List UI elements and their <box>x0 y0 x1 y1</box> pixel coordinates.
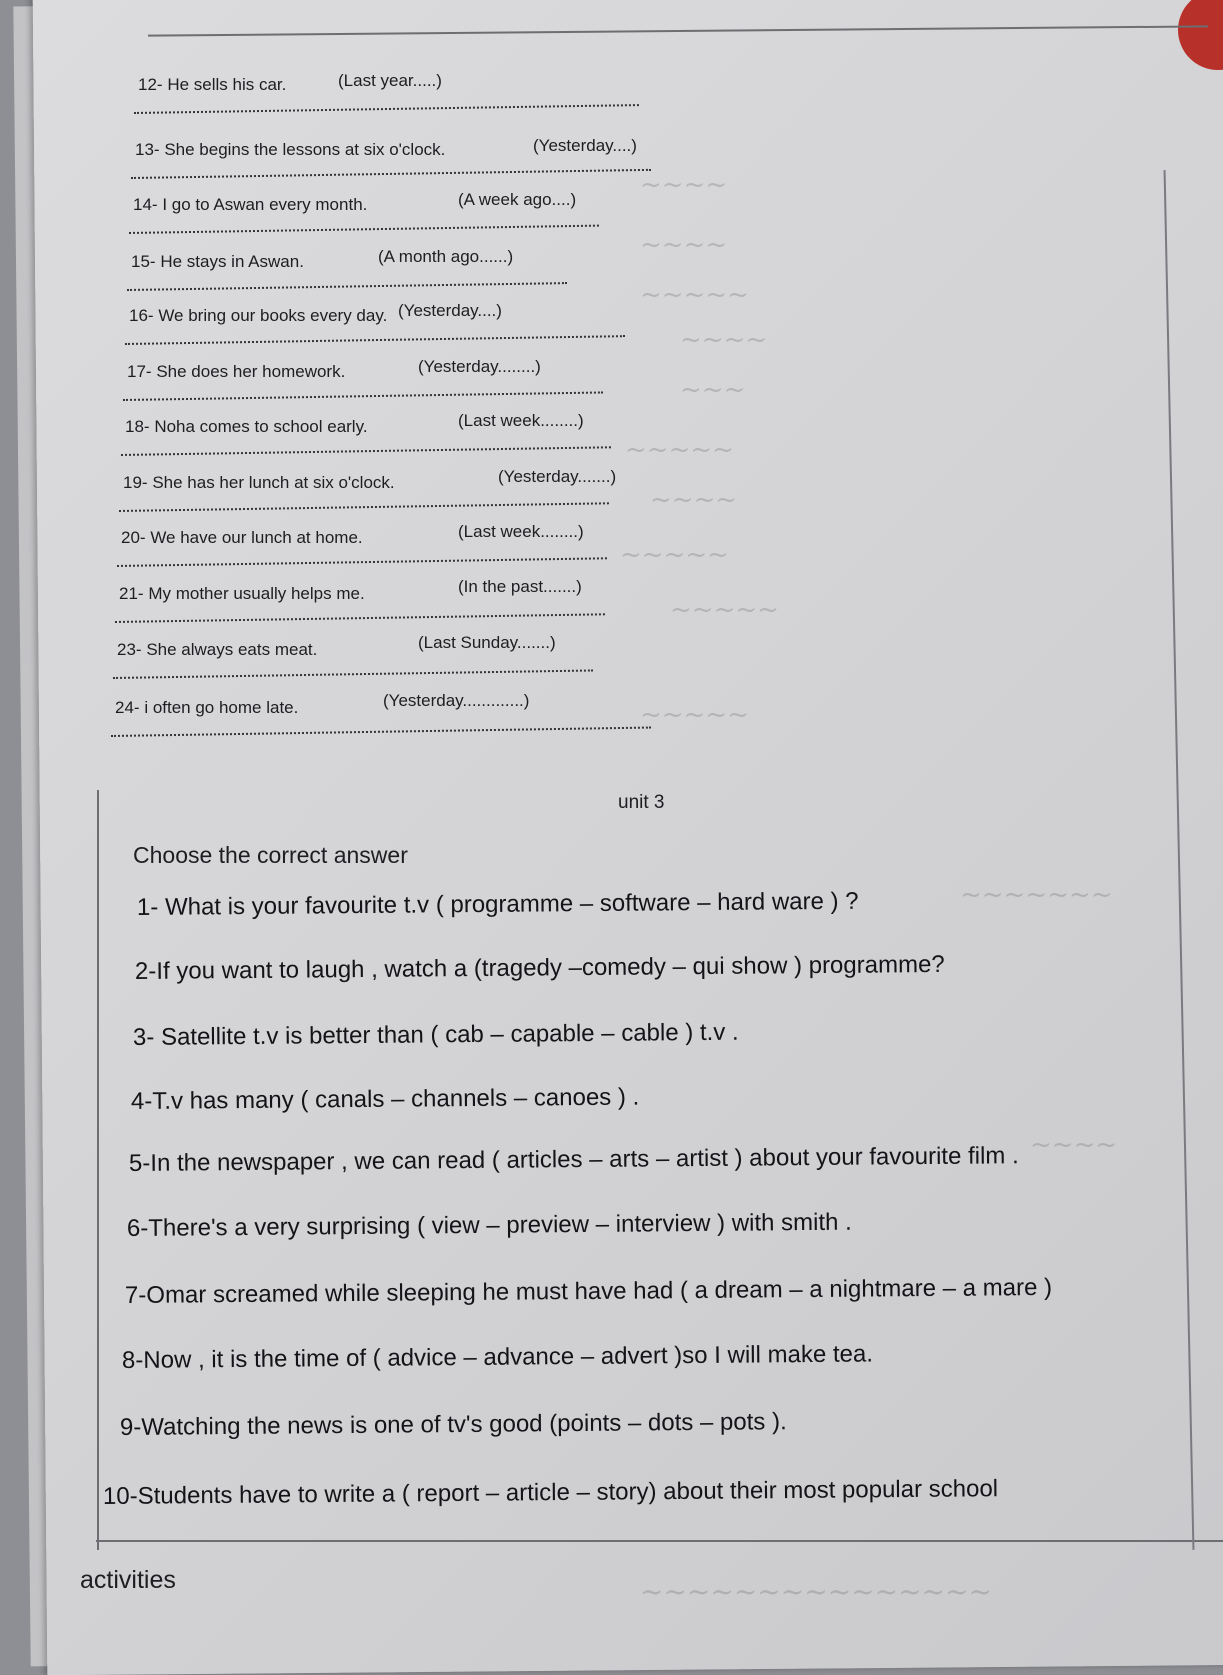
exercise-hint: (Last week........) <box>458 411 584 431</box>
exercise-sentence: My mother usually helps me. <box>148 584 365 603</box>
exercise-sentence: I go to Aswan every month. <box>162 195 368 214</box>
bleed-through-handwriting: ~~~~~ <box>625 435 734 465</box>
exercise-number: 23- <box>117 640 142 659</box>
exercise-hint: (Last Sunday.......) <box>418 633 556 652</box>
exercise-hint: (A week ago....) <box>458 190 577 210</box>
exercise-item <box>121 521 584 548</box>
bleed-through-handwriting: ~~~~ <box>640 230 728 260</box>
bleed-through-handwriting: ~~~~~ <box>620 540 729 570</box>
exercise-item <box>138 71 442 95</box>
exercise-item <box>131 247 514 272</box>
exercise-number: 24- <box>115 698 140 717</box>
exercise-sentence: She always eats meat. <box>146 640 318 659</box>
exercise-hint: (Yesterday.............) <box>383 690 530 710</box>
instruction-text: Choose the correct answer <box>133 842 408 868</box>
exercise-number: 16- <box>129 306 154 325</box>
bleed-through-handwriting: ~~~~~ <box>640 700 749 730</box>
bleed-through-handwriting: ~~~~ <box>650 485 738 515</box>
exercise-sentence: Noha comes to school early. <box>154 417 368 436</box>
exercise-item <box>127 356 541 382</box>
exercise-number: 13- <box>135 140 160 159</box>
bleed-through-handwriting: ~~~~ <box>680 325 768 355</box>
exercise-item <box>135 135 637 160</box>
exercise-sentence: She has her lunch at six o'clock. <box>152 473 395 492</box>
exercise-item <box>123 466 617 493</box>
unit-heading: unit 3 <box>618 792 665 813</box>
exercise-number: 19- <box>123 473 148 492</box>
exercise-sentence: We bring our books every day. <box>158 306 388 325</box>
bleed-through-handwriting: ~~~~ <box>1030 1130 1118 1160</box>
exercise-sentence: He sells his car. <box>167 75 287 94</box>
exercise-hint: (Last week........) <box>458 521 584 541</box>
bleed-through-handwriting: ~~~~ <box>640 170 728 200</box>
bleed-through-handwriting: ~~~~~ <box>670 595 779 625</box>
exercise-number: 15- <box>131 252 156 271</box>
exercise-item <box>117 633 556 660</box>
exercise-item <box>133 190 577 215</box>
frame-bottom-border <box>96 1540 1223 1542</box>
exercise-sentence: She begins the lessons at six o'clock. <box>164 140 446 159</box>
question-item: 4-T.v has many ( canals – channels – canoes ) . <box>130 1083 640 1115</box>
exercise-hint: (Yesterday....) <box>533 135 637 155</box>
exercise-hint: (Yesterday.......) <box>498 466 617 486</box>
frame-left-border <box>97 790 99 1550</box>
exercise-sentence: He stays in Aswan. <box>160 252 304 271</box>
question-item: 5-In the newspaper , we can read ( articles – arts – artist ) about your favourite film . <box>128 1142 1019 1177</box>
question-item: 1- What is your favourite t.v ( programme – software – hard ware ) ? <box>136 887 859 921</box>
exercise-item <box>119 577 582 604</box>
exercise-number: 14- <box>133 195 158 214</box>
question-item: 9-Watching the news is one of tv's good (points – dots – pots ). <box>119 1408 787 1441</box>
exercise-item <box>125 411 584 437</box>
bleed-through-handwriting: ~~~~~~~~~~~~~~~ <box>640 1575 992 1608</box>
bleed-through-handwriting: ~~~~~~~ <box>960 880 1113 910</box>
exercise-sentence: We have our lunch at home. <box>150 528 363 547</box>
exercise-hint: (A month ago......) <box>378 247 514 267</box>
activities-label: activities <box>80 1566 176 1594</box>
question-item: 2-If you want to laugh , watch a (tragedy –comedy – qui show ) programme? <box>134 950 945 985</box>
question-item: 3- Satellite t.v is better than ( cab – capable – cable ) t.v . <box>132 1018 739 1051</box>
exercise-sentence: She does her homework. <box>156 362 346 381</box>
exercise-number: 21- <box>119 584 144 603</box>
question-item: 6-There's a very surprising ( view – preview – interview ) with smith . <box>126 1208 852 1242</box>
question-item: 7-Omar screamed while sleeping he must have had ( a dream – a nightmare – a mare ) <box>124 1273 1053 1309</box>
exercise-number: 18- <box>125 417 150 436</box>
question-item: 8-Now , it is the time of ( advice – advance – advert )so I will make tea. <box>121 1340 874 1374</box>
exercise-number: 17- <box>127 362 152 381</box>
question-item: 10-Students have to write a ( report – article – story) about their most popular school <box>102 1475 999 1510</box>
bleed-through-handwriting: ~~~~~ <box>640 280 749 310</box>
exercise-sentence: i often go home late. <box>144 698 299 717</box>
exercise-hint: (Last year.....) <box>338 71 442 90</box>
bleed-through-handwriting: ~~~ <box>680 375 746 405</box>
exercise-number: 20- <box>121 528 146 547</box>
exercise-hint: (In the past.......) <box>458 577 582 597</box>
exercise-item <box>129 300 502 326</box>
exercise-hint: (Yesterday........) <box>418 356 541 376</box>
exercise-number: 12- <box>138 75 163 94</box>
exercise-item <box>115 690 530 718</box>
exercise-hint: (Yesterday....) <box>398 300 502 320</box>
